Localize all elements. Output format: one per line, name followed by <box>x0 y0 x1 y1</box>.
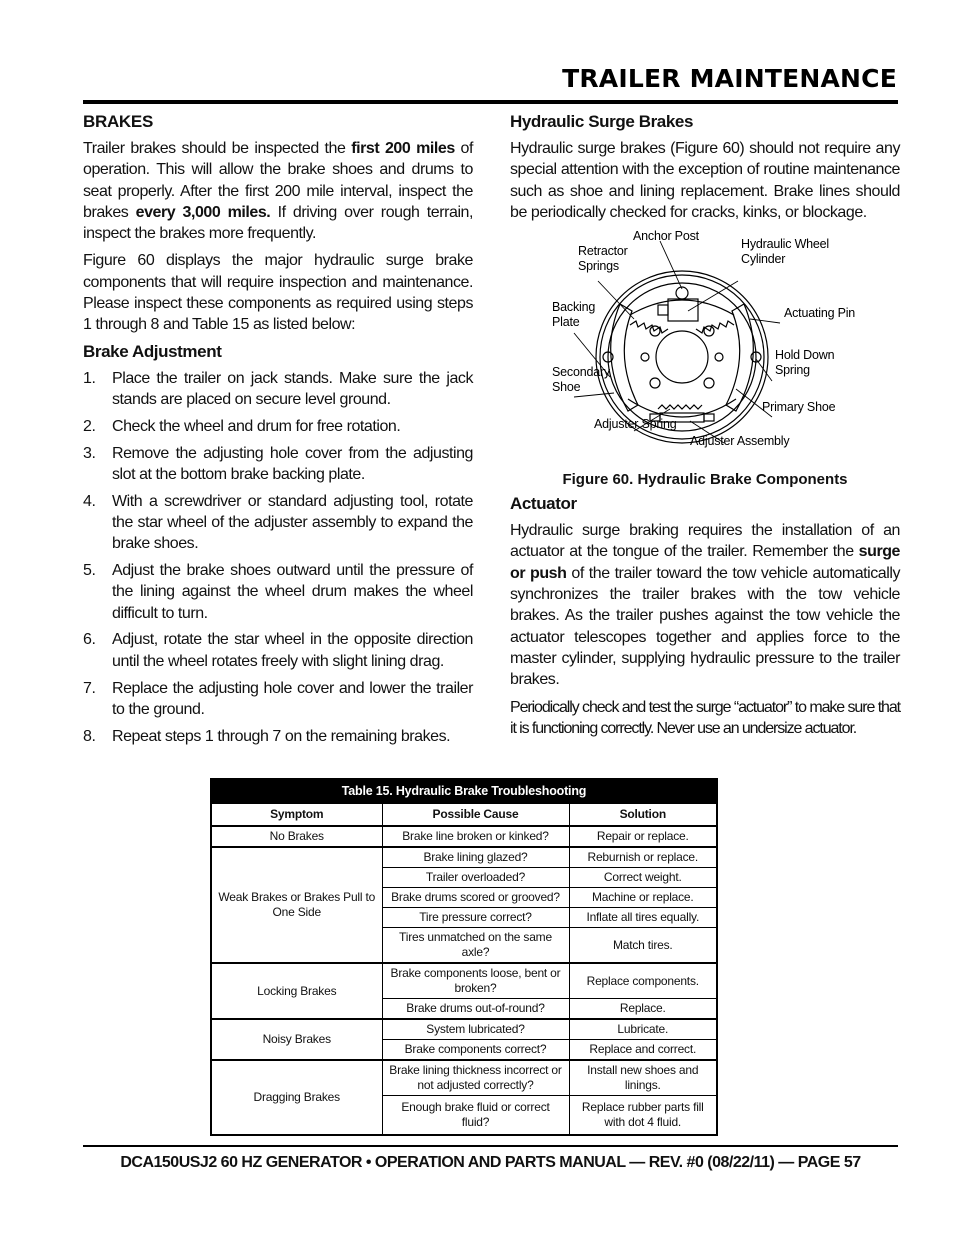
symptom-cell: Dragging Brakes <box>211 1060 382 1135</box>
cause-cell: Brake drums scored or grooved? <box>382 888 569 908</box>
label-backing-plate-2: Plate <box>552 315 580 330</box>
brake-adjustment-heading: Brake Adjustment <box>83 341 222 361</box>
symptom-cell: Noisy Brakes <box>211 1019 382 1060</box>
step-text: Check the wheel and drum for free rotation. <box>112 417 401 435</box>
step-item <box>83 629 473 672</box>
step-number: 8. <box>83 727 96 745</box>
step-item <box>83 491 473 555</box>
table-row <box>211 1060 717 1096</box>
step-text: Remove the adjusting hole cover from the adjusting slot at the bottom brake backing plate. <box>112 444 473 483</box>
cause-cell: Brake lining thickness incorrect or not adjusted correctly? <box>382 1060 569 1096</box>
label-actuating-pin: Actuating Pin <box>784 306 856 321</box>
actuator-heading: Actuator <box>510 494 577 514</box>
solution-cell: Replace. <box>569 999 717 1020</box>
solution-cell: Repair or replace. <box>569 826 717 847</box>
label-retractor-springs-1: Retractor <box>578 244 628 259</box>
actuator-paragraph-2: Periodically check and test the surge “actuator” to make sure that it is functioning correctly. Never use an undersize actuator. <box>510 698 900 737</box>
step-number: 5. <box>83 562 96 580</box>
left-column <box>83 112 473 752</box>
text-run: of operation. This will allow the brake shoes and drums to seat properly. After the first 200 mile interval, inspect the brakes <box>83 140 473 221</box>
label-secondary-shoe-2: Shoe <box>552 380 581 395</box>
step-item <box>83 678 473 721</box>
step-number: 6. <box>83 631 96 649</box>
label-hold-down-1: Hold Down <box>775 348 835 363</box>
hydraulic-surge-brakes-heading: Hydraulic Surge Brakes <box>510 112 694 131</box>
label-hydraulic-cylinder-2: Cylinder <box>741 252 786 267</box>
step-number: 7. <box>83 679 96 697</box>
step-number: 1. <box>83 369 96 387</box>
label-hold-down-2: Spring <box>775 363 810 378</box>
cause-cell: Tire pressure correct? <box>382 908 569 928</box>
label-adjuster-assembly: Adjuster Assembly <box>690 434 790 449</box>
symptom-cell: Locking Brakes <box>211 963 382 1019</box>
header-possible-cause: Possible Cause <box>382 804 569 827</box>
cause-cell: Brake drums out-of-round? <box>382 999 569 1020</box>
title-rule <box>83 100 898 104</box>
solution-cell: Install new shoes and linings. <box>569 1060 717 1096</box>
solution-cell: Replace and correct. <box>569 1040 717 1061</box>
table-row <box>211 963 717 999</box>
label-retractor-springs-2: Springs <box>578 259 619 274</box>
step-text: Adjust, rotate the star wheel in the opposite direction until the wheel rotates freely with slight lining drag. <box>112 631 473 670</box>
troubleshooting-table <box>210 778 718 1136</box>
troubleshooting-table-container <box>210 778 716 1136</box>
adjustment-steps-list <box>83 368 473 747</box>
cause-cell: System lubricated? <box>382 1019 569 1040</box>
page-title: TRAILER MAINTENANCE <box>562 64 897 93</box>
cause-cell: Trailer overloaded? <box>382 868 569 888</box>
step-item <box>83 560 473 624</box>
footer-rule <box>83 1145 898 1147</box>
cause-cell: Brake line broken or kinked? <box>382 826 569 847</box>
label-secondary-shoe-1: Secondary <box>552 365 610 380</box>
solution-cell: Machine or replace. <box>569 888 717 908</box>
label-primary-shoe: Primary Shoe <box>762 400 836 415</box>
solution-cell: Replace rubber parts fill with dot 4 fluid. <box>569 1096 717 1136</box>
step-number: 4. <box>83 492 96 510</box>
text-run: of the trailer toward the tow vehicle automatically synchronizes the trailer brakes with the tow vehicle brakes. As the trailer pushes against the tow vehicle the actuator telescopes together and applies force to the master cylinder, supplying hydraulic pressure to the trailer brakes. <box>510 564 900 689</box>
figure-caption: Figure 60. Hydraulic Brake Components <box>562 471 848 489</box>
brake-components-figure <box>510 229 900 459</box>
label-adjuster-spring: Adjuster Spring <box>594 417 677 432</box>
brakes-heading: BRAKES <box>83 112 153 131</box>
actuator-paragraph-1 <box>510 520 900 690</box>
header-symptom: Symptom <box>211 804 382 827</box>
cause-cell: Brake lining glazed? <box>382 847 569 868</box>
label-hydraulic-cylinder-1: Hydraulic Wheel <box>741 237 830 252</box>
table-caption: Table 15. Hydraulic Brake Troubleshooting <box>211 779 717 804</box>
brakes-paragraph-1 <box>83 138 473 244</box>
step-number: 2. <box>83 417 96 435</box>
cause-cell: Enough brake fluid or correct fluid? <box>382 1096 569 1136</box>
label-anchor-post: Anchor Post <box>633 229 699 244</box>
bold-every-3000-miles: every 3,000 miles. <box>135 203 271 221</box>
step-text: With a screwdriver or standard adjusting tool, rotate the star wheel of the adjuster assembly to expand the brake shoes. <box>112 492 473 553</box>
right-column <box>510 112 900 745</box>
step-text: Replace the adjusting hole cover and lower the trailer to the ground. <box>112 679 473 718</box>
label-backing-plate-1: Backing <box>552 300 596 315</box>
solution-cell: Correct weight. <box>569 868 717 888</box>
header-solution: Solution <box>569 804 717 827</box>
cause-cell: Brake components loose, bent or broken? <box>382 963 569 999</box>
step-number: 3. <box>83 444 96 462</box>
table-row <box>211 1019 717 1040</box>
symptom-cell: No Brakes <box>211 826 382 847</box>
step-item <box>83 443 473 486</box>
step-item <box>83 726 473 747</box>
table-row <box>211 826 717 847</box>
page-footer: DCA150USJ2 60 HZ GENERATOR • OPERATION AND PARTS MANUAL — REV. #0 (08/22/11) — PAGE 57 <box>120 1154 861 1171</box>
drum-brake-diagram-icon <box>510 229 900 459</box>
step-item <box>83 368 473 411</box>
solution-cell: Replace components. <box>569 963 717 999</box>
step-item <box>83 416 473 437</box>
text-run: If driving over rough terrain, inspect the brakes more frequently. <box>83 203 473 243</box>
step-text: Repeat steps 1 through 7 on the remaining brakes. <box>112 727 451 745</box>
solution-cell: Lubricate. <box>569 1019 717 1040</box>
cause-cell: Tires unmatched on the same axle? <box>382 928 569 964</box>
bold-surge-or-push: surge or push <box>510 543 900 582</box>
text-run: Hydraulic surge braking requires the installation of an actuator at the tongue of the trailer. Remember the <box>510 522 900 561</box>
solution-cell: Reburnish or replace. <box>569 847 717 868</box>
cause-cell: Brake components correct? <box>382 1040 569 1061</box>
table-row <box>211 847 717 868</box>
bold-first-200-miles: first 200 miles <box>351 140 455 157</box>
brakes-paragraph-2: Figure 60 displays the major hydraulic surge brake components that will require inspection and maintenance. Please inspect these components as required using steps 1 through 8 and Table 15 as listed below: <box>83 252 473 334</box>
symptom-cell: Weak Brakes or Brakes Pull to One Side <box>211 847 382 963</box>
text-run: Trailer brakes should be inspected the <box>83 140 352 157</box>
solution-cell: Match tires. <box>569 928 717 964</box>
solution-cell: Inflate all tires equally. <box>569 908 717 928</box>
step-text: Adjust the brake shoes outward until the pressure of the lining against the wheel drum makes the wheel difficult to turn. <box>112 562 473 622</box>
surge-paragraph: Hydraulic surge brakes (Figure 60) should not require any special attention with the exception of routine maintenance such as shoe and lining replacement. Brake lines should be periodically checked for cracks, kinks, or blockage. <box>510 140 900 221</box>
step-text: Place the trailer on jack stands. Make sure the jack stands are placed on secure level ground. <box>112 369 473 408</box>
